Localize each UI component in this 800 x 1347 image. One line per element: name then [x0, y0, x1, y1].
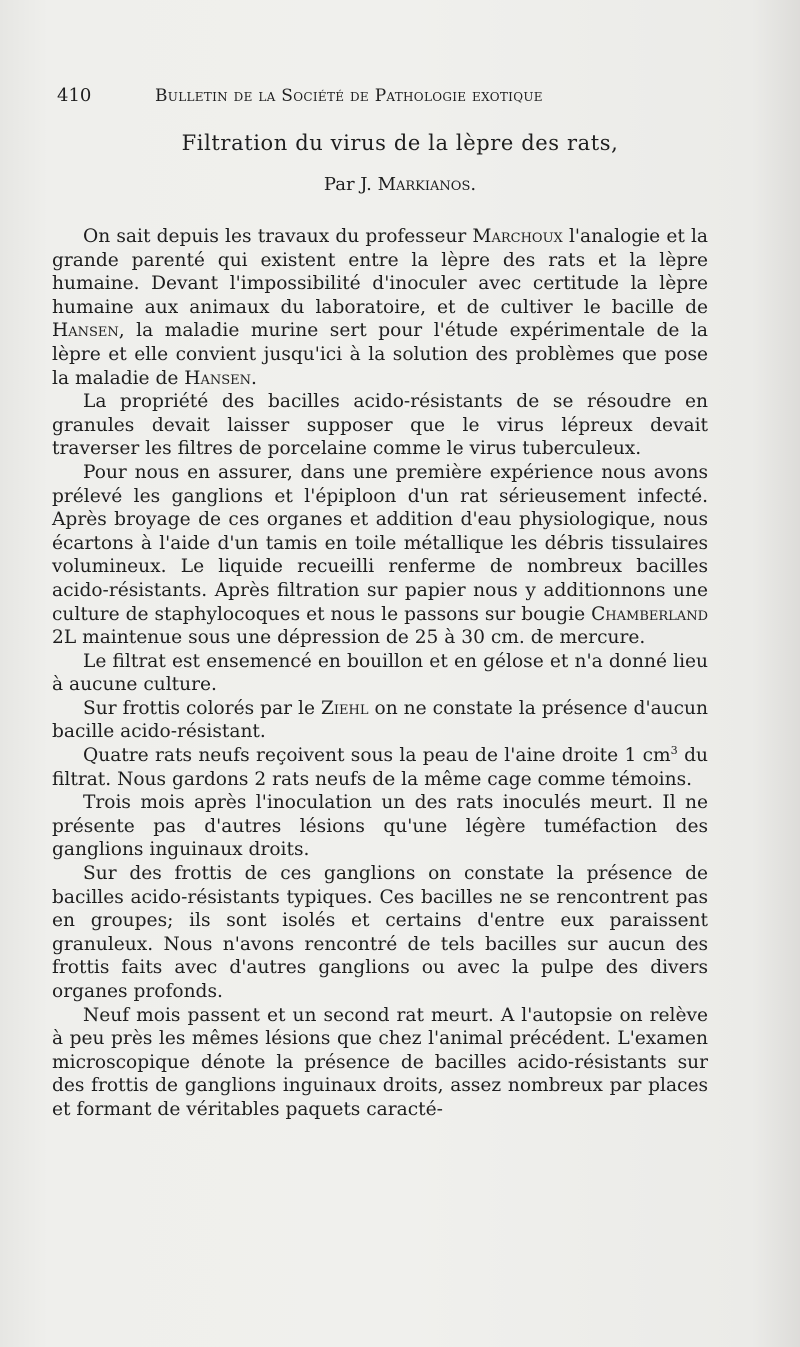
paragraph-9: Neuf mois passent et un second rat meurt. A l'autopsie on relève à peu près les mêmes lésions que chez l'animal précédent. L'examen microscopique dénote la présence de bacilles acido-résistants sur des frottis de ganglions inguinaux droits, assez nombreux par places et formant de véritables paquets caracté-	[52, 1004, 708, 1120]
text-run: l'analogie et la grande parenté qui existent entre la lèpre des rats et la lèpre humaine. Devant l'impossibilité d'inoculer avec certitude la lèpre humaine aux animaux du laboratoire, et de cultiver le bacille de	[52, 226, 708, 318]
proper-name: Hansen	[184, 367, 252, 389]
article-title: Filtration du virus de la lèpre des rats,	[181, 131, 619, 155]
paragraph-6	[52, 744, 708, 791]
proper-name: Chamberland	[591, 603, 708, 625]
text-run: Quatre rats neufs reçoivent sous la peau de l'aine droite 1 cm	[83, 745, 671, 767]
text-run: , la maladie murine sert pour l'étude expérimentale de la lèpre et elle convient jusqu'ici à la solution des problèmes que pose la maladie de	[52, 320, 708, 389]
paragraph-8: Sur des frottis de ces ganglions on constate la présence de bacilles acido-résistants typiques. Ces bacilles ne se rencontrent pas en groupes; ils sont isolés et certains d'entre eux paraissent granuleux. Nous n'avons rencontré de tels bacilles sur aucun des frottis faits avec d'autres ganglions ou avec la pulpe des divers organes profonds.	[52, 863, 708, 1002]
paragraph-2: La propriété des bacilles acido-résistants de se résoudre en granules devait laisser supposer que le virus lépreux devait traverser les filtres de porcelaine comme le virus tuberculeux.	[52, 391, 708, 460]
text-run: Pour nous en assurer, dans une première expérience nous avons prélevé les ganglions et l'épiploon d'un rat sérieusement infecté. Après broyage de ces organes et addition d'eau physiologique, nous écartons à l'aide d'un tamis en toile métallique les débris tissulaires volumineux. Le liquide recueilli renferme de nombreux bacilles acido-résistants. Après filtration sur papier nous y additionnons une culture de staphylocoques et nous le passons sur bougie	[52, 461, 708, 625]
running-header	[57, 83, 707, 109]
text-run: Sur frottis colorés par le	[83, 697, 321, 719]
text-run: on ne constate la présence d'aucun bacille acido-résistant.	[52, 697, 708, 743]
proper-name: Ziehl	[321, 697, 369, 719]
running-title: Bulletin de la Société de Pathologie exotique	[155, 86, 543, 106]
paragraph-1	[52, 225, 708, 390]
text-run: 2L maintenue sous une dépression de 25 à 30 cm. de mercure.	[52, 627, 646, 649]
article-body	[52, 225, 708, 1122]
byline-prefix: Par J.	[323, 174, 372, 195]
paragraph-3	[52, 461, 708, 650]
paragraph-4: Le filtrat est ensemencé en bouillon et en gélose et n'a donné lieu à aucune culture.	[52, 650, 708, 696]
superscript: 3	[670, 743, 678, 757]
page-number: 410	[57, 85, 92, 106]
paragraph-5	[52, 697, 708, 744]
proper-name: Hansen	[52, 320, 119, 342]
text-run: du filtrat. Nous gardons 2 rats neufs de la même cage comme témoins.	[52, 745, 708, 790]
paragraph-7: Trois mois après l'inoculation un des rats inoculés meurt. Il ne présente pas d'autres lésions qu'une légère tuméfaction des ganglions inguinaux droits.	[52, 792, 708, 861]
author-name: Markianos.	[377, 174, 477, 195]
byline	[0, 172, 800, 198]
proper-name: Marchoux	[472, 226, 563, 247]
text-run: On sait depuis les travaux du professeur	[83, 226, 473, 247]
text-run: .	[251, 367, 257, 389]
